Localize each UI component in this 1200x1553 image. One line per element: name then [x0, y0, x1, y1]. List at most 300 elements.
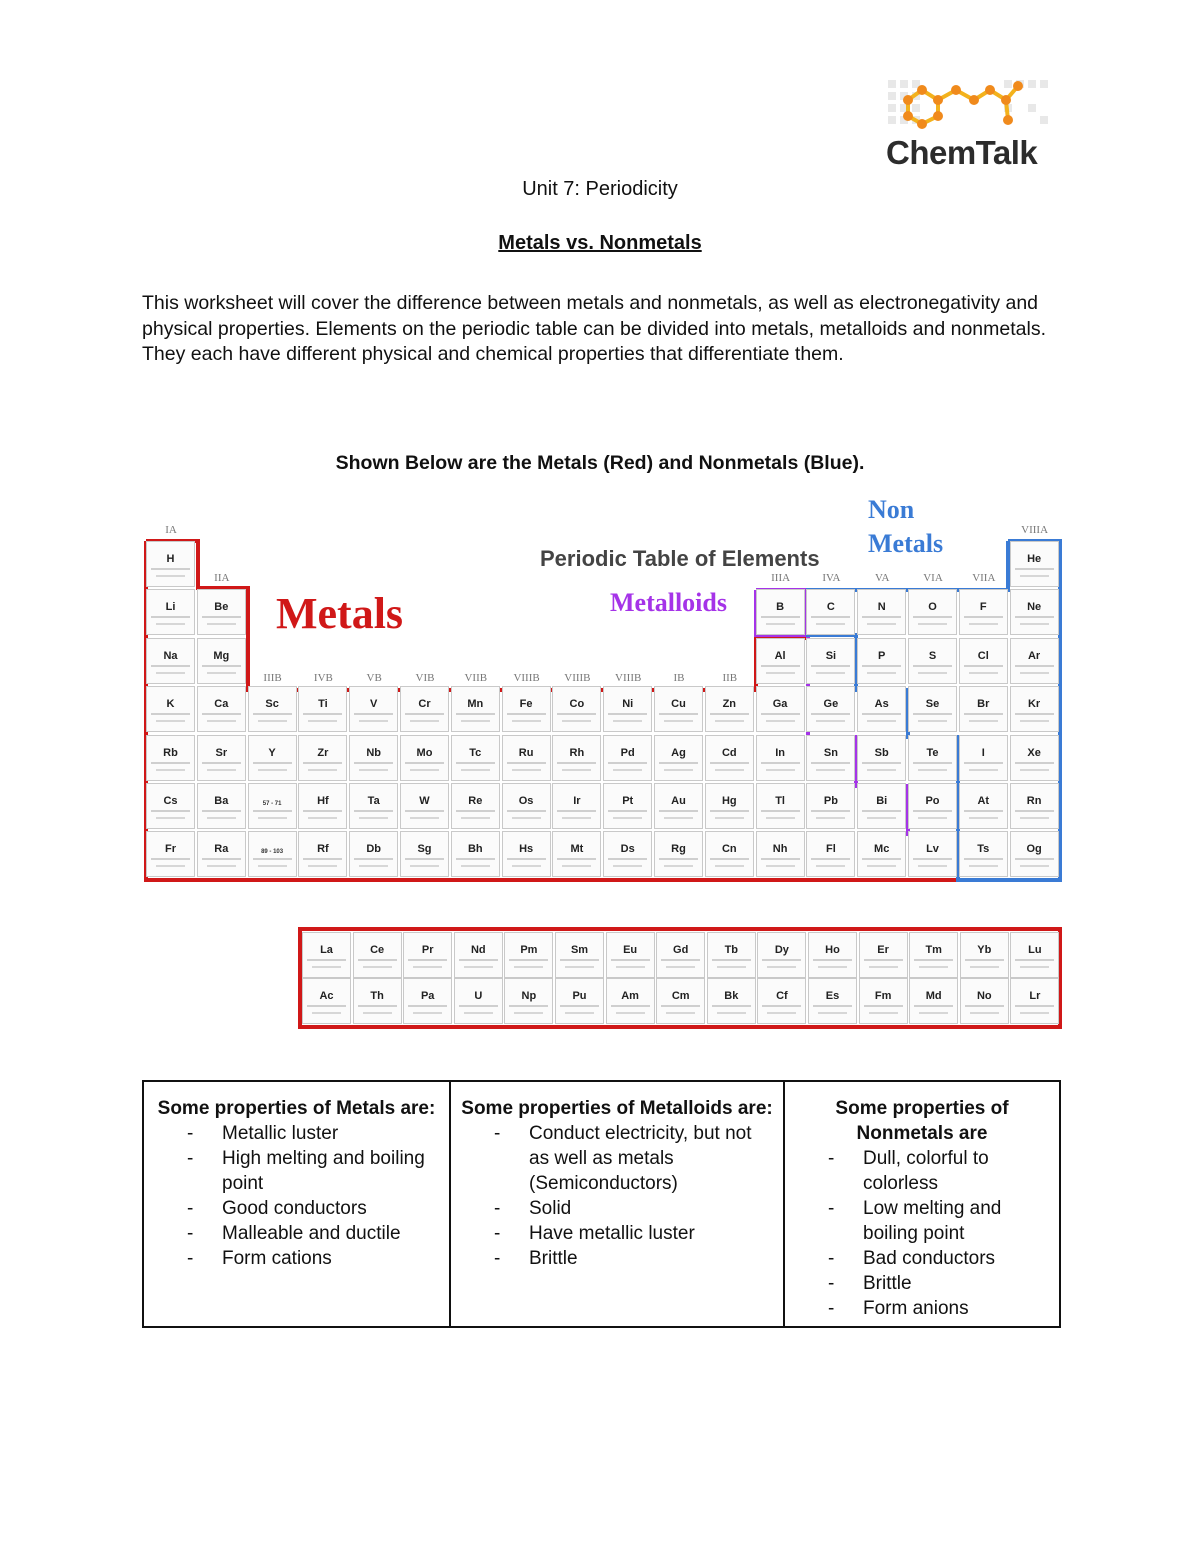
element-weight-placeholder: [766, 817, 795, 819]
element-weight-placeholder: [970, 966, 999, 968]
element-cell: [349, 831, 398, 877]
element-weight-placeholder: [512, 769, 541, 771]
element-name-placeholder: [864, 959, 903, 961]
element-symbol: No: [976, 990, 992, 1002]
element-weight-placeholder: [410, 720, 439, 722]
element-weight-placeholder: [413, 966, 442, 968]
element-name-placeholder: [151, 713, 190, 715]
element-cell: [806, 735, 855, 781]
metals-properties-heading: Some properties of Metals are:: [157, 1098, 436, 1119]
element-name-placeholder: [811, 665, 850, 667]
element-name-placeholder: [608, 858, 647, 860]
element-cell: [302, 932, 351, 978]
element-cell: [959, 735, 1008, 781]
element-cell: [146, 686, 195, 732]
property-item: - Bad conductors: [795, 1246, 1049, 1271]
element-symbol: Rg: [671, 843, 686, 856]
element-name-placeholder: [303, 762, 342, 764]
element-symbol: Kr: [1027, 698, 1041, 711]
element-weight-placeholder: [1020, 817, 1049, 819]
element-cell: [806, 686, 855, 732]
element-symbol: W: [419, 795, 430, 807]
element-weight-placeholder: [562, 769, 591, 771]
element-symbol: Tb: [724, 944, 739, 956]
element-weight-placeholder: [562, 865, 591, 867]
element-cell: [197, 735, 246, 781]
element-symbol: Co: [569, 698, 585, 711]
element-symbol: Cr: [418, 698, 431, 711]
element-name-placeholder: [557, 713, 596, 715]
element-weight-placeholder: [512, 865, 541, 867]
element-cell: [454, 932, 503, 978]
element-weight-placeholder: [613, 720, 642, 722]
element-symbol: Og: [1026, 843, 1042, 856]
element-cell: [298, 735, 347, 781]
element-name-placeholder: [913, 665, 952, 667]
element-weight-placeholder: [816, 769, 845, 771]
element-symbol: Bh: [467, 843, 483, 856]
element-symbol: Hf: [317, 795, 329, 807]
element-symbol: C: [826, 601, 835, 614]
element-name-placeholder: [253, 858, 292, 860]
element-weight-placeholder: [869, 966, 898, 968]
element-name-placeholder: [354, 810, 393, 812]
element-cell: [146, 589, 195, 635]
element-weight-placeholder: [717, 966, 746, 968]
element-weight-placeholder: [1020, 720, 1049, 722]
element-name-placeholder: [354, 762, 393, 764]
element-cell: [603, 831, 652, 877]
element-cell: [349, 783, 398, 829]
element-weight-placeholder: [207, 817, 236, 819]
property-item: - Brittle: [461, 1246, 773, 1271]
element-cell: [654, 735, 703, 781]
element-symbol: Ge: [823, 698, 839, 711]
element-weight-placeholder: [514, 1012, 543, 1014]
periodic-table-heading: Periodic Table of Elements: [540, 546, 820, 571]
element-name-placeholder: [659, 762, 698, 764]
element-symbol: Am: [621, 990, 639, 1002]
element-cell: [909, 932, 958, 978]
element-cell: [606, 932, 655, 978]
element-weight-placeholder: [207, 865, 236, 867]
element-symbol: Ta: [367, 795, 380, 807]
element-symbol: Fl: [826, 843, 836, 856]
element-name-placeholder: [509, 1005, 548, 1007]
element-cell: [806, 589, 855, 635]
element-weight-placeholder: [512, 720, 541, 722]
element-weight-placeholder: [613, 817, 642, 819]
element-symbol: O: [928, 601, 937, 614]
property-item: - Solid: [461, 1196, 773, 1221]
element-weight-placeholder: [664, 817, 693, 819]
element-name-placeholder: [811, 858, 850, 860]
element-name-placeholder: [811, 762, 850, 764]
element-symbol: Ra: [214, 843, 229, 856]
element-cell: [908, 638, 957, 684]
element-symbol: Br: [977, 698, 990, 711]
element-name-placeholder: [761, 713, 800, 715]
group-label: VA: [874, 572, 890, 584]
element-cell: [400, 735, 449, 781]
element-name-placeholder: [253, 762, 292, 764]
element-weight-placeholder: [562, 720, 591, 722]
element-name-placeholder: [459, 1005, 498, 1007]
group-label: IIIA: [771, 572, 791, 584]
element-weight-placeholder: [464, 1012, 493, 1014]
element-symbol: Ru: [518, 746, 534, 759]
element-weight-placeholder: [869, 1012, 898, 1014]
element-name-placeholder: [811, 713, 850, 715]
element-weight-placeholder: [767, 1012, 796, 1014]
element-cell: [400, 783, 449, 829]
element-cell: [197, 589, 246, 635]
element-name-placeholder: [151, 858, 190, 860]
element-cell: [603, 783, 652, 829]
element-name-placeholder: [354, 713, 393, 715]
element-cell: [403, 978, 452, 1024]
element-cell: [959, 783, 1008, 829]
element-cell: [146, 783, 195, 829]
group-label: IIA: [214, 572, 230, 584]
element-symbol: Ir: [573, 795, 581, 807]
element-name-placeholder: [507, 810, 546, 812]
element-cell: [959, 589, 1008, 635]
element-symbol: Nh: [772, 843, 788, 856]
element-symbol: He: [1027, 553, 1042, 565]
element-symbol: Eu: [623, 944, 638, 956]
element-cell: [248, 831, 297, 877]
element-weight-placeholder: [816, 865, 845, 867]
element-weight-placeholder: [1020, 1012, 1049, 1014]
element-weight-placeholder: [766, 720, 795, 722]
element-cell: [756, 831, 805, 877]
element-weight-placeholder: [767, 966, 796, 968]
element-symbol: Pd: [620, 746, 635, 759]
element-name-placeholder: [253, 713, 292, 715]
group-label: IIB: [722, 672, 738, 684]
element-symbol: Fm: [874, 990, 892, 1002]
metalloids-properties-list: [461, 1121, 773, 1271]
element-symbol: Pr: [421, 944, 434, 956]
element-name-placeholder: [303, 810, 342, 812]
element-weight-placeholder: [258, 865, 287, 867]
element-symbol: Pa: [420, 990, 435, 1002]
element-symbol: Zr: [317, 746, 329, 759]
element-name-placeholder: [307, 959, 346, 961]
element-name-placeholder: [151, 762, 190, 764]
element-weight-placeholder: [461, 817, 490, 819]
element-cell: [806, 638, 855, 684]
element-name-placeholder: [659, 810, 698, 812]
element-symbol: Se: [925, 698, 940, 711]
property-item: - Brittle: [795, 1271, 1049, 1296]
element-weight-placeholder: [918, 672, 947, 674]
element-symbol: Tm: [925, 944, 942, 956]
element-symbol: Lv: [926, 843, 939, 856]
element-symbol: Ho: [825, 944, 840, 956]
element-cell: [705, 783, 754, 829]
element-cell: [959, 831, 1008, 877]
element-name-placeholder: [507, 713, 546, 715]
element-name-placeholder: [914, 959, 953, 961]
element-cell: [857, 783, 906, 829]
unit-title: Unit 7: Periodicity: [522, 178, 678, 200]
element-weight-placeholder: [410, 817, 439, 819]
element-cell: [349, 686, 398, 732]
element-weight-placeholder: [818, 1012, 847, 1014]
element-name-placeholder: [964, 616, 1003, 618]
element-name-placeholder: [608, 810, 647, 812]
element-cell: [859, 978, 908, 1024]
element-symbol: Pu: [572, 990, 587, 1002]
element-weight-placeholder: [715, 865, 744, 867]
metalloids-properties-column: [449, 1082, 783, 1326]
element-name-placeholder: [862, 665, 901, 667]
group-label: VIIIB: [513, 672, 540, 684]
element-symbol: 89 - 103: [261, 849, 284, 856]
page-title: Metals vs. Nonmetals: [498, 232, 702, 254]
element-name-placeholder: [913, 762, 952, 764]
element-name-placeholder: [913, 713, 952, 715]
element-name-placeholder: [303, 858, 342, 860]
element-symbol: Sb: [874, 746, 889, 759]
element-symbol: Hs: [519, 843, 534, 856]
element-weight-placeholder: [919, 1012, 948, 1014]
element-symbol: Fr: [165, 843, 176, 856]
element-name-placeholder: [913, 810, 952, 812]
element-name-placeholder: [405, 810, 444, 812]
element-name-placeholder: [862, 713, 901, 715]
element-name-placeholder: [862, 762, 901, 764]
element-cell: [349, 735, 398, 781]
metalloids-properties-heading: Some properties of Metalloids are:: [461, 1098, 773, 1119]
element-symbol: Zn: [722, 698, 737, 711]
element-name-placeholder: [611, 1005, 650, 1007]
element-symbol: P: [878, 649, 886, 662]
element-cell: [857, 831, 906, 877]
element-name-placeholder: [862, 858, 901, 860]
element-cell: [705, 831, 754, 877]
element-name-placeholder: [408, 959, 447, 961]
element-weight-placeholder: [359, 865, 388, 867]
element-cell: [857, 638, 906, 684]
element-cell: [908, 589, 957, 635]
element-weight-placeholder: [766, 865, 795, 867]
element-cell: [298, 783, 347, 829]
property-item: - Malleable and ductile: [154, 1221, 439, 1246]
element-name-placeholder: [964, 713, 1003, 715]
element-cell: [504, 978, 553, 1024]
element-weight-placeholder: [156, 769, 185, 771]
element-weight-placeholder: [207, 672, 236, 674]
element-weight-placeholder: [410, 769, 439, 771]
metals-properties-column: [144, 1082, 449, 1326]
element-name-placeholder: [405, 858, 444, 860]
element-symbol: Ac: [319, 990, 334, 1002]
element-symbol: Pb: [823, 795, 838, 807]
element-symbol: At: [977, 795, 990, 807]
element-name-placeholder: [913, 858, 952, 860]
element-weight-placeholder: [207, 720, 236, 722]
element-cell: [451, 831, 500, 877]
element-weight-placeholder: [156, 865, 185, 867]
element-name-placeholder: [964, 810, 1003, 812]
element-name-placeholder: [151, 616, 190, 618]
group-label: VIIA: [972, 572, 996, 584]
element-cell: [606, 978, 655, 1024]
element-name-placeholder: [405, 713, 444, 715]
element-weight-placeholder: [717, 1012, 746, 1014]
element-weight-placeholder: [359, 769, 388, 771]
element-symbol: Mt: [570, 843, 584, 856]
element-name-placeholder: [964, 858, 1003, 860]
element-weight-placeholder: [818, 966, 847, 968]
element-symbol: Gd: [673, 944, 689, 956]
element-symbol: Er: [877, 944, 889, 956]
element-name-placeholder: [151, 665, 190, 667]
element-symbol: Po: [925, 795, 940, 807]
element-name-placeholder: [560, 959, 599, 961]
element-weight-placeholder: [715, 769, 744, 771]
element-cell: [808, 978, 857, 1024]
element-symbol: Si: [825, 649, 837, 662]
element-cell: [1010, 831, 1059, 877]
element-cell: [1010, 686, 1059, 732]
element-symbol: N: [877, 601, 886, 614]
property-item: - Conduct electricity, but not as well as metals (Semiconductors): [461, 1121, 773, 1196]
element-name-placeholder: [811, 810, 850, 812]
element-symbol: K: [166, 698, 175, 711]
element-symbol: F: [979, 601, 987, 614]
element-name-placeholder: [1015, 665, 1054, 667]
element-name-placeholder: [608, 762, 647, 764]
element-cell: [808, 932, 857, 978]
element-weight-placeholder: [308, 865, 337, 867]
element-weight-placeholder: [363, 1012, 392, 1014]
element-cell: [451, 735, 500, 781]
property-item: - High melting and boiling point: [154, 1146, 439, 1196]
element-cell: [756, 783, 805, 829]
element-symbol: H: [166, 553, 175, 565]
element-symbol: Bi: [876, 795, 888, 807]
element-symbol: Tl: [775, 795, 785, 807]
element-cell: [353, 932, 402, 978]
element-cell: [960, 932, 1009, 978]
group-label: VIIB: [464, 672, 488, 684]
element-cell: [908, 735, 957, 781]
element-name-placeholder: [151, 810, 190, 812]
element-weight-placeholder: [918, 865, 947, 867]
element-cell: [502, 686, 551, 732]
element-weight-placeholder: [919, 966, 948, 968]
element-symbol: In: [775, 746, 785, 759]
element-name-placeholder: [710, 713, 749, 715]
element-symbol: Db: [366, 843, 382, 856]
element-symbol: Ni: [622, 698, 634, 711]
element-name-placeholder: [456, 810, 495, 812]
element-weight-placeholder: [207, 769, 236, 771]
element-name-placeholder: [509, 959, 548, 961]
element-cell: [502, 831, 551, 877]
element-symbol: Mg: [213, 649, 230, 662]
property-item: - Form cations: [154, 1246, 439, 1271]
element-symbol: Pt: [622, 795, 634, 807]
element-symbol: Lu: [1028, 944, 1042, 956]
element-name-placeholder: [965, 1005, 1004, 1007]
element-weight-placeholder: [969, 672, 998, 674]
element-symbol: Cs: [163, 795, 178, 807]
element-symbol: 57 - 71: [262, 801, 282, 807]
element-cell: [656, 978, 705, 1024]
element-weight-placeholder: [312, 1012, 341, 1014]
element-symbol: Hg: [721, 795, 737, 807]
element-cell: [504, 932, 553, 978]
element-cell: [757, 932, 806, 978]
element-symbol: Dy: [774, 944, 789, 956]
element-cell: [400, 831, 449, 877]
element-name-placeholder: [813, 1005, 852, 1007]
element-name-placeholder: [456, 858, 495, 860]
element-name-placeholder: [507, 858, 546, 860]
element-name-placeholder: [611, 959, 650, 961]
element-symbol: As: [874, 698, 889, 711]
element-name-placeholder: [914, 1005, 953, 1007]
element-weight-placeholder: [1020, 769, 1049, 771]
element-weight-placeholder: [816, 672, 845, 674]
element-weight-placeholder: [918, 817, 947, 819]
element-weight-placeholder: [207, 623, 236, 625]
element-symbol: Ga: [772, 698, 788, 711]
element-weight-placeholder: [616, 1012, 645, 1014]
element-cell: [552, 831, 601, 877]
element-cell: [451, 783, 500, 829]
element-weight-placeholder: [156, 623, 185, 625]
element-weight-placeholder: [969, 623, 998, 625]
element-weight-placeholder: [312, 966, 341, 968]
element-name-placeholder: [710, 762, 749, 764]
element-symbol: Ne: [1027, 601, 1042, 614]
element-symbol: Y: [268, 746, 276, 759]
element-symbol: La: [320, 944, 333, 956]
element-cell: [908, 831, 957, 877]
property-item: - Metallic luster: [154, 1121, 439, 1146]
properties-table: [142, 1080, 1061, 1328]
element-weight-placeholder: [766, 672, 795, 674]
element-weight-placeholder: [562, 817, 591, 819]
element-weight-placeholder: [512, 817, 541, 819]
property-item: - Low melting and boiling point: [795, 1196, 1049, 1246]
element-cell: [908, 783, 957, 829]
element-weight-placeholder: [970, 1012, 999, 1014]
element-symbol: Ds: [620, 843, 635, 856]
element-weight-placeholder: [715, 817, 744, 819]
property-item: - Form anions: [795, 1296, 1049, 1321]
element-cell: [756, 735, 805, 781]
element-symbol: Ba: [214, 795, 229, 807]
element-weight-placeholder: [816, 817, 845, 819]
element-name-placeholder: [813, 959, 852, 961]
element-name-placeholder: [864, 1005, 903, 1007]
element-weight-placeholder: [715, 720, 744, 722]
element-weight-placeholder: [461, 769, 490, 771]
group-label: VIIIA: [1021, 524, 1049, 536]
element-name-placeholder: [762, 959, 801, 961]
element-cell: [757, 978, 806, 1024]
element-name-placeholder: [1015, 762, 1054, 764]
element-weight-placeholder: [413, 1012, 442, 1014]
logo-wordmark: ChemTalk: [886, 134, 1038, 171]
